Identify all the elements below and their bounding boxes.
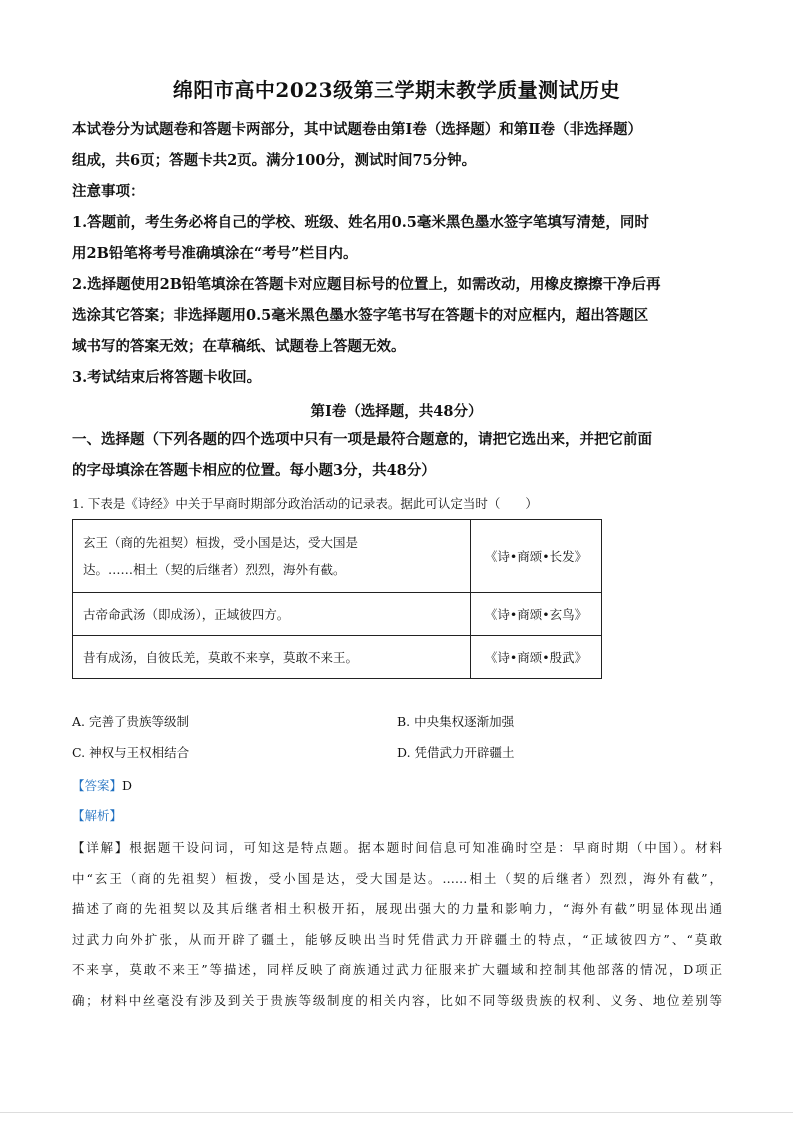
section-instruction-1: 一、选择题（下列各题的四个选项中只有一项是最符合题意的，请把它选出来，并把它前面 [72, 431, 652, 448]
detail-line: 【详解】根据题干设问词，可知这是特点题。据本题时间信息可知准确时空是：早商时期（中国）。材料 [72, 840, 722, 855]
detail-line: 不来享，莫敢不来王”等描述，同样反映了商族通过武力征服来扩大疆域和控制其他部落的情况，D项正 [72, 962, 722, 977]
table-cell-text: 古帝命武汤（即成汤），正域彼四方。 [73, 593, 471, 636]
page-bottom-divider [0, 1112, 793, 1113]
detail-line: 中“玄王（商的先祖契）桓拨，受小国是达，受大国是达。……相土（契的后继者）烈烈，海外有截”， [72, 870, 722, 886]
table-row [73, 520, 602, 593]
detail-line: 过武力向外扩张，从而开辟了疆土，能够反映出当时凭借武力开辟疆土的特点，“正域彼四方”、“莫敢 [72, 931, 722, 947]
detail-line: 描述了商的先祖契以及其后继者相土积极开拓，展现出强大的力量和影响力，“海外有截”明显体现出通 [72, 901, 722, 916]
table-cell-source: 《诗•商颂•殷武》 [471, 636, 602, 679]
notice-2c: 域书写的答案无效；在草稿纸、试题卷上答题无效。 [72, 338, 406, 355]
notice-3: 3.考试结束后将答题卡收回。 [72, 369, 262, 386]
cell-line: 玄王（商的先祖契）桓拨，受小国是达，受大国是 [83, 535, 359, 550]
table-row [73, 636, 602, 679]
option-a: A. 完善了贵族等级制 [72, 714, 189, 729]
notice-2b: 选涂其它答案；非选择题用0.5毫米黑色墨水签字笔书写在答题卡的对应框内，超出答题区 [72, 307, 649, 324]
analysis-label: 【解析】 [72, 808, 123, 823]
option-c: C. 神权与王权相结合 [72, 745, 190, 760]
section-title: 第Ⅰ卷（选择题，共48分） [310, 403, 483, 420]
answer-label: 【答案】 [72, 778, 123, 793]
intro-line-1: 本试卷分为试题卷和答题卡两部分，其中试题卷由第Ⅰ卷（选择题）和第Ⅱ卷（非选择题） [72, 121, 642, 138]
table-cell-source: 《诗•商颂•玄鸟》 [471, 593, 602, 636]
table-cell-source: 《诗•商颂•长发》 [471, 520, 602, 593]
table-cell-text [73, 520, 471, 593]
notice-2a: 2.选择题使用2B铅笔填涂在答题卡对应题目标号的位置上，如需改动，用橡皮擦擦干净后再 [72, 276, 661, 293]
page-title: 绵阳市高中2023级第三学期末教学质量测试历史 [172, 78, 621, 102]
section-instruction-2: 的字母填涂在答题卡相应的位置。每小题3分，共48分） [72, 462, 436, 479]
question-1-stem: 1. 下表是《诗经》中关于早商时期部分政治活动的记录表。据此可认定当时（ ） [72, 496, 538, 511]
option-d: D. 凭借武力开辟疆土 [397, 745, 515, 760]
intro-line-2: 组成，共6页；答题卡共2页。满分100分，测试时间75分钟。 [72, 152, 477, 169]
answer-line [72, 776, 132, 796]
answer-value: D [122, 778, 133, 793]
analysis-line [72, 806, 122, 826]
table-cell-text: 昔有成汤，自彼氐羌，莫敢不来享，莫敢不来王。 [73, 636, 471, 679]
table-row [73, 593, 602, 636]
option-b: B. 中央集权逐渐加强 [397, 714, 515, 729]
question-1-table [72, 519, 602, 679]
notice-heading: 注意事项： [72, 183, 145, 200]
notice-1b: 用2B铅笔将考号准确填涂在“考号”栏目内。 [72, 245, 358, 262]
cell-line: 达。……相土（契的后继者）烈烈，海外有截。 [83, 562, 346, 577]
notice-1a: 1.答题前，考生务必将自己的学校、班级、姓名用0.5毫米黑色墨水签字笔填写清楚，同时 [72, 214, 649, 231]
detail-line: 确；材料中丝毫没有涉及到关于贵族等级制度的相关内容，比如不同等级贵族的权利、义务、地位差别等 [72, 992, 722, 1008]
detail-paragraph [72, 833, 722, 1016]
